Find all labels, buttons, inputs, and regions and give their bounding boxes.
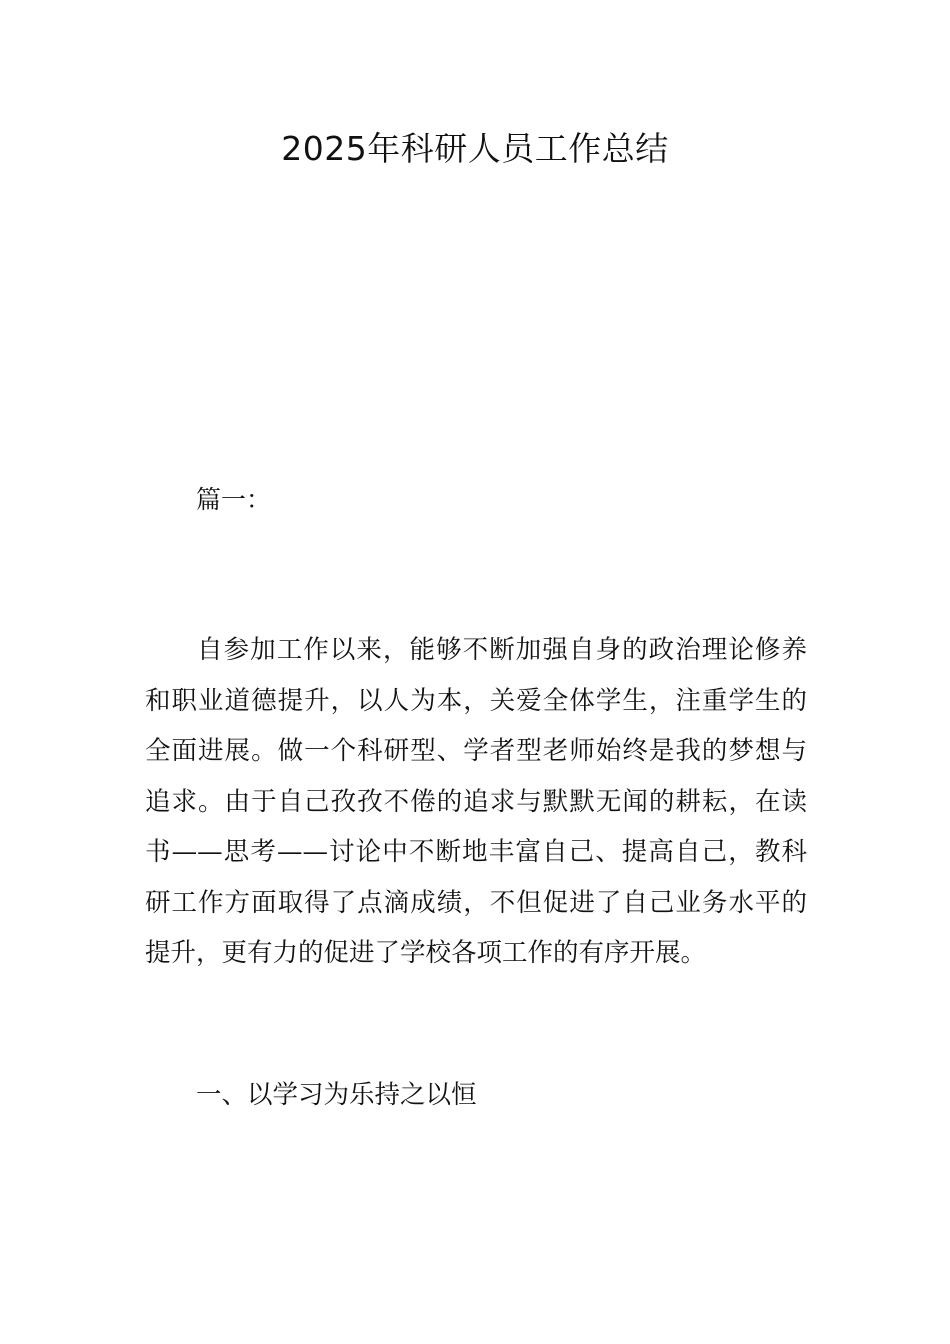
- section-heading: 一、以学习为乐持之以恒: [196, 1080, 477, 1110]
- body-paragraph: 自参加工作以来，能够不断加强自身的政治理论修养和职业道德提升，以人为本，关爱全体学生，注重学生的全面进展。做一个科研型、学者型老师始终是我的梦想与追求。由于自己孜孜不倦的追求与默默无闻的耕耘，在读书——思考——讨论中不断地丰富自己、提高自己，教科研工作方面取得了点滴成绩，不但促进了自己业务水平的提升，更有力的促进了学校各项工作的有序开展。: [145, 635, 807, 968]
- section-label: 篇一：: [196, 485, 272, 514]
- document-title: 2025年科研人员工作总结: [281, 129, 669, 168]
